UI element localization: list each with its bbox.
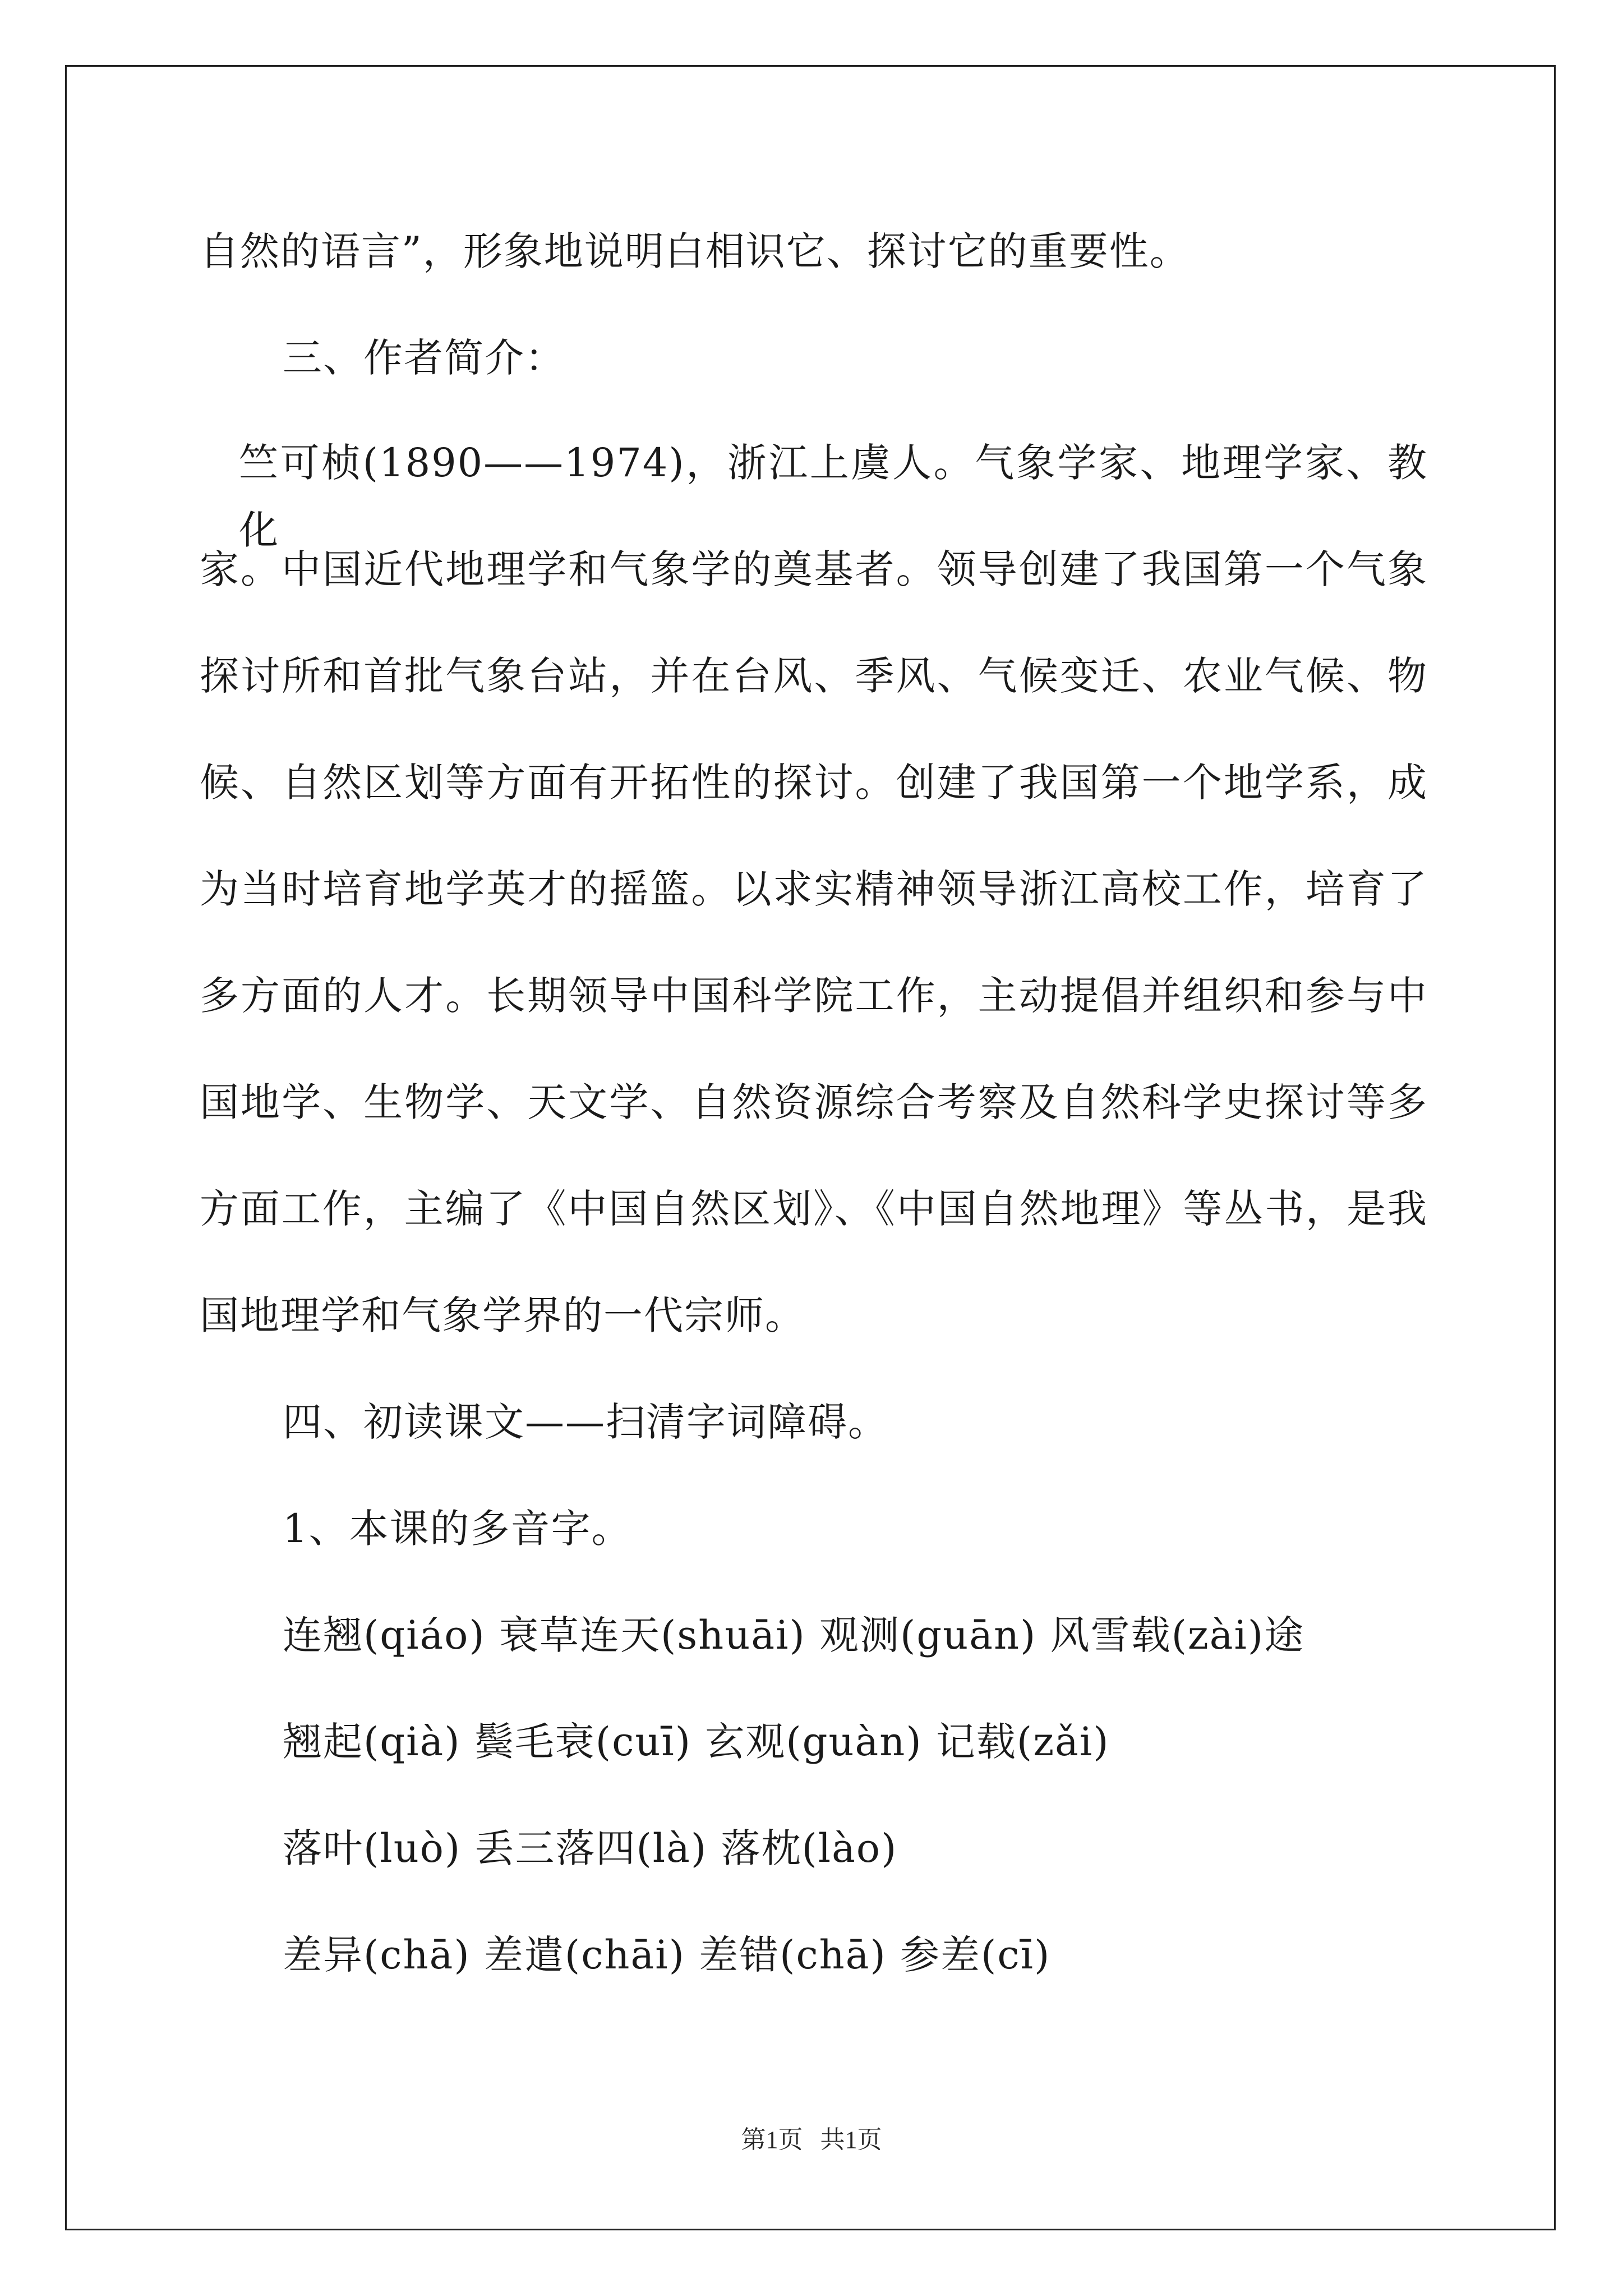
polyphone-row-1: 连翘(qiáo) 衰草连天(shuāi) 观测(guān) 风雪载(zài)途 — [283, 1612, 1305, 1658]
text-line-11: 国地理学和气象学界的一代宗师。 — [200, 1292, 805, 1338]
section-heading-reading: 四、初读课文——扫清字词障碍。 — [283, 1399, 888, 1445]
polyphone-row-4: 差异(chā) 差遣(chāi) 差错(chā) 参差(cī) — [283, 1932, 1051, 1978]
text-line-8: 多方面的人才。长期领导中国科学院工作，主动提倡并组织和参与中 — [200, 973, 1428, 1019]
text-line-10: 方面工作，主编了《中国自然区划》、《中国自然地理》等丛书，是我 — [200, 1186, 1428, 1232]
text-line-5: 探讨所和首批气象台站，并在台风、季风、气候变迁、农业气候、物 — [200, 653, 1428, 699]
text-line-1: 自然的语言”，形象地说明白相识它、探讨它的重要性。 — [200, 228, 1190, 274]
text-line-9: 国地学、生物学、天文学、自然资源综合考察及自然科学史探讨等多 — [200, 1079, 1428, 1125]
page-total: 共1页 — [820, 2126, 882, 2154]
polyphone-row-3: 落叶(luò) 丢三落四(là) 落枕(lào) — [283, 1825, 898, 1871]
text-line-6: 候、自然区划等方面有开拓性的探讨。创建了我国第一个地学系，成 — [200, 760, 1428, 806]
text-line-7: 为当时培育地学英才的摇篮。以求实精神领导浙江高校工作，培育了 — [200, 866, 1428, 912]
page-footer — [0, 2123, 1623, 2157]
section-heading-author: 三、作者简介： — [283, 335, 565, 381]
text-line-3: 竺可桢(1890——1974)，浙江上虞人。气象学家、地理学家、教化 — [239, 440, 1428, 553]
text-line-4: 家。中国近代地理学和气象学的奠基者。领导创建了我国第一个气象 — [200, 546, 1428, 592]
page-number: 第1页 — [741, 2126, 803, 2154]
subheading-polyphones: 1、本课的多音字。 — [283, 1506, 632, 1552]
polyphone-row-2: 翘起(qià) 鬓毛衰(cuī) 玄观(guàn) 记载(zǎi) — [283, 1719, 1110, 1765]
